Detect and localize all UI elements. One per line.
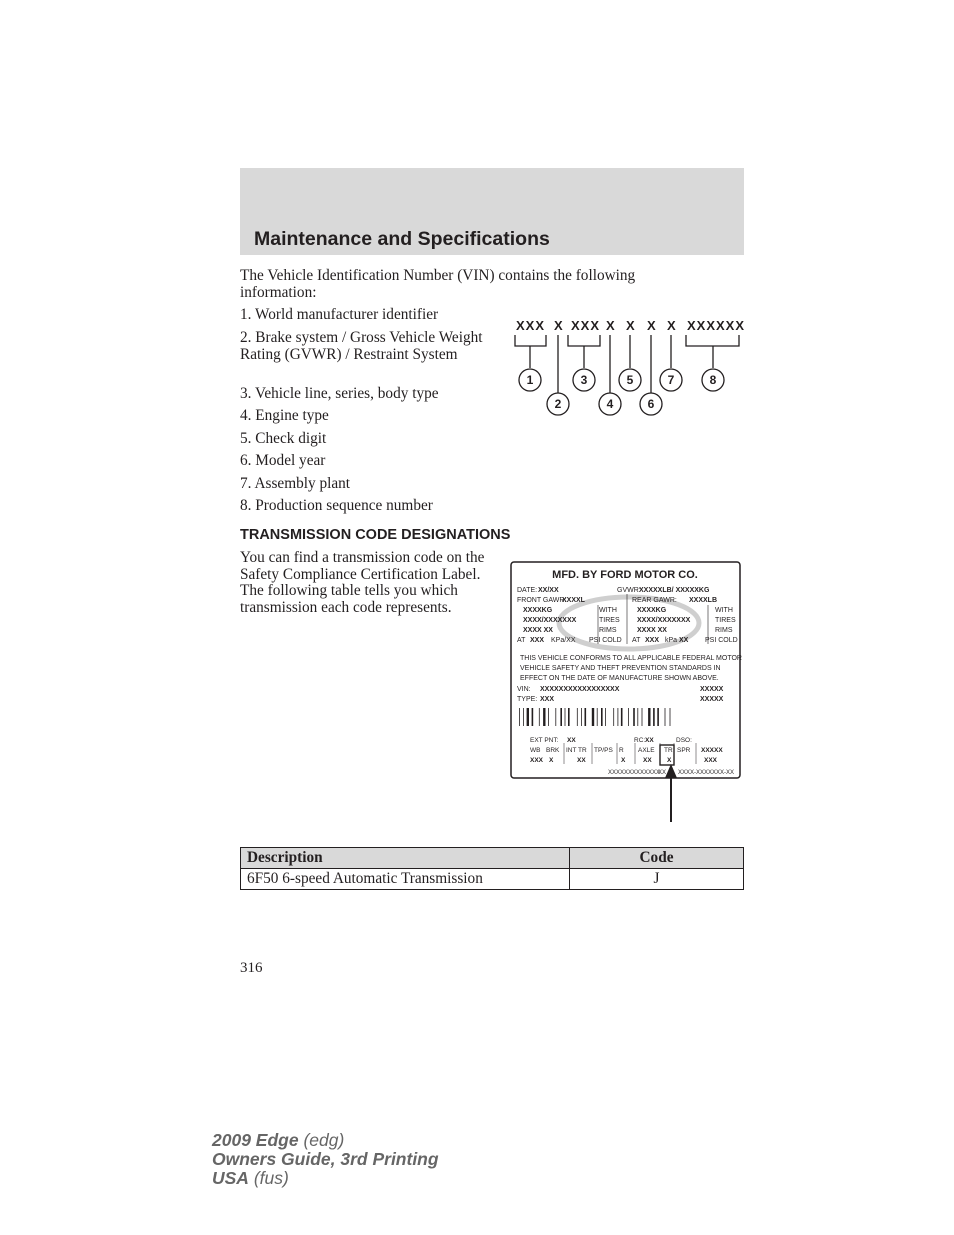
label-conformity-line-2: VEHICLE SAFETY AND THEFT PREVENTION STANDARDS IN [520,665,721,672]
label-rear-gawr-label: REAR GAWR: [632,597,677,604]
label-gvwr-value: XXXXXLB/ XXXXXKG [639,587,710,594]
barcode-bar [628,708,629,726]
vin-group-7: X [667,318,677,333]
vin-callout-7: 7 [667,373,675,387]
label-type-label: TYPE: [517,696,538,703]
barcode-bar [657,708,659,726]
label-date-value: XX/XX [538,587,559,594]
barcode-bar [592,708,594,726]
label-kpa-right: kPa [665,637,678,644]
barcode-bar [560,708,562,726]
label-rc-value: XX [645,737,654,744]
label-psi-cold-right: PSI COLD [705,637,738,644]
label-vin-value: XXXXXXXXXXXXXXXXX [540,686,620,693]
list-item: 3. Vehicle line, series, body type [240,385,439,402]
barcode-bar [613,708,614,726]
barcode-bar [527,708,529,726]
vin-group-3: XXX [571,318,601,333]
label-type-value: XXX [540,696,555,703]
vin-diagram [505,312,750,422]
label-conformity-line-3: EFFECT ON THE DATE OF MANUFACTURE SHOWN ABOVE. [520,675,719,682]
table-row [241,869,744,890]
barcode-bar [633,708,635,726]
label-with-right: WITH [715,607,733,614]
label-col-header-axle: AXLE [638,747,655,754]
table-header-description: Description [241,848,570,869]
vin-callout-6: 6 [647,397,655,411]
list-item: 4. Engine type [240,407,329,424]
vin-callout-1: 1 [526,373,534,387]
barcode-bar [548,708,549,726]
label-tire-size-right: XXXX/XXXXXXX [637,617,691,624]
label-col-value-brk: X [549,757,554,764]
label-bottom-part-number: XXXX-XXXXXXX-XX [678,770,735,776]
label-at-value-right: XXX [645,637,660,644]
label-col-header-wb: WB [530,747,541,754]
barcode-bar [621,708,623,726]
label-spr-right: XXXXX [701,747,723,754]
transmission-paragraph: You can find a transmission code on the Safety Compliance Certification Label. The following table tells you which transmission each code represents. [240,549,485,616]
vin-callout-4: 4 [606,397,614,411]
label-col-value-r: X [621,757,626,764]
label-rear-gawr-value: XXXXLB [689,597,718,604]
transmission-heading: TRANSMISSION CODE DESIGNATIONS [240,527,511,543]
label-at-right: AT [632,637,641,644]
label-tires-right: TIRES [715,617,736,624]
barcode-bar [568,708,570,726]
label-title: MFD. BY FORD MOTOR CO. [552,569,698,581]
label-col-value-int-tr: XX [577,757,586,764]
label-col-value-axle: XX [643,757,652,764]
barcode-bar [637,708,638,726]
label-with-left: WITH [599,607,617,614]
label-front-gawr-label: FRONT GAWR: [517,597,567,604]
barcode-bar [532,708,534,726]
list-item: 2. Brake system / Gross Vehicle Weight Rating (GVWR) / Restraint System [240,329,483,363]
barcode-bar [585,708,587,726]
label-col-header-tp-ps: TP/PS [594,747,613,754]
label-gvwr-label: GVWR: [617,587,641,594]
barcode-bar [539,708,540,726]
vin-group-4: X [606,318,616,333]
section-title: Maintenance and Specifications [254,228,550,250]
vin-group-1: XXX [516,318,546,333]
transmission-code-table [240,847,744,890]
vin-group-2: X [554,318,564,333]
label-psi-value-right: XX [679,637,689,644]
footer-region-code: (fus) [253,1168,289,1188]
label-col-header-brk: BRK [546,747,560,754]
label-tire-size-left: XXXX/XXXXXXX [523,617,577,624]
label-date-label: DATE: [517,587,538,594]
vin-callout-5: 5 [626,373,634,387]
certification-label-figure [509,560,743,825]
vin-callout-8: 8 [709,373,717,387]
label-col-header-tr: TR [664,747,673,754]
label-col-header-int-tr: INT TR [566,747,587,754]
document-footer [212,1131,439,1188]
label-at-left: AT [517,637,526,644]
label-rim-size-right: XXXX XX [637,627,667,634]
vin-callout-3: 3 [580,373,588,387]
barcode-bar [555,708,556,726]
footer-model: 2009 Edge [212,1130,299,1150]
label-rims-right: RIMS [715,627,733,634]
barcode-bar [618,708,619,726]
vin-group-6: X [647,318,657,333]
label-rc-label: RC: [634,737,646,744]
barcode-bar [648,708,650,726]
list-item: 8. Production sequence number [240,497,433,514]
list-item: 5. Check digit [240,430,327,447]
barcode-bar [519,708,520,726]
label-col-header-r: R [619,747,624,754]
label-rim-size-left: XXXX XX [523,627,553,634]
vin-callout-2: 2 [554,397,562,411]
label-ext-pnt-label: EXT PNT: [530,737,559,744]
footer-model-code: (edg) [303,1130,345,1150]
barcode-bar [653,708,655,726]
barcode-bar [605,708,606,726]
label-front-gawr-value: XXXXL [562,597,585,604]
footer-region: USA [212,1168,249,1188]
label-kpa-left: KPa/XX [551,637,576,644]
barcode-bar [597,708,598,726]
label-at-value-left: XXX [530,637,545,644]
label-dso-label: DSO: [676,737,692,744]
barcode-bar [565,708,566,726]
footer-line-1 [212,1131,439,1150]
vin-group-8: XXXXXX [687,318,746,333]
label-rims-left: RIMS [599,627,617,634]
label-psi-cold-left: PSI COLD [589,637,622,644]
barcode-bar [601,708,603,726]
label-col-header-spr: SPR [677,747,691,754]
table-cell-code: J [570,869,744,890]
label-box-2: XXXXX [700,696,724,703]
footer-guide: Owners Guide, 3rd Printing [212,1149,439,1169]
table-header-row [241,848,744,869]
footer-line-3 [212,1169,439,1188]
barcode-bar [523,708,524,726]
table-header-code: Code [570,848,744,869]
list-item: 6. Model year [240,452,326,469]
vin-group-5: X [626,318,636,333]
label-vin-label: VIN: [517,686,531,693]
barcode-bar [577,708,578,726]
label-col-value-spr: XXX [704,757,718,764]
label-bottom-serial: XXXXXXXXXXXXX [608,770,661,776]
label-kg-right: XXXXKG [637,607,667,614]
list-item: 7. Assembly plant [240,475,351,492]
barcode-bar [543,708,545,726]
barcode-bar [581,708,582,726]
list-item: 1. World manufacturer identifier [240,306,439,323]
page-number: 316 [240,960,263,976]
label-ext-pnt-value: XX [567,737,576,744]
label-bottom-mid: XX [658,770,667,776]
label-kg-left: XXXXKG [523,607,553,614]
label-col-value-tr: X [667,757,672,764]
barcode-bar [642,708,643,726]
barcode-bar [665,708,666,726]
barcode-bar [670,708,671,726]
table-cell-description: 6F50 6-speed Automatic Transmission [241,869,570,890]
label-conformity-line-1: THIS VEHICLE CONFORMS TO ALL APPLICABLE FEDERAL MOTOR [520,655,742,662]
label-tires-left: TIRES [599,617,620,624]
label-box-1: XXXXX [700,686,724,693]
label-col-value-wb: XXX [530,757,544,764]
vin-intro: The Vehicle Identification Number (VIN) contains the following information: [240,267,636,301]
